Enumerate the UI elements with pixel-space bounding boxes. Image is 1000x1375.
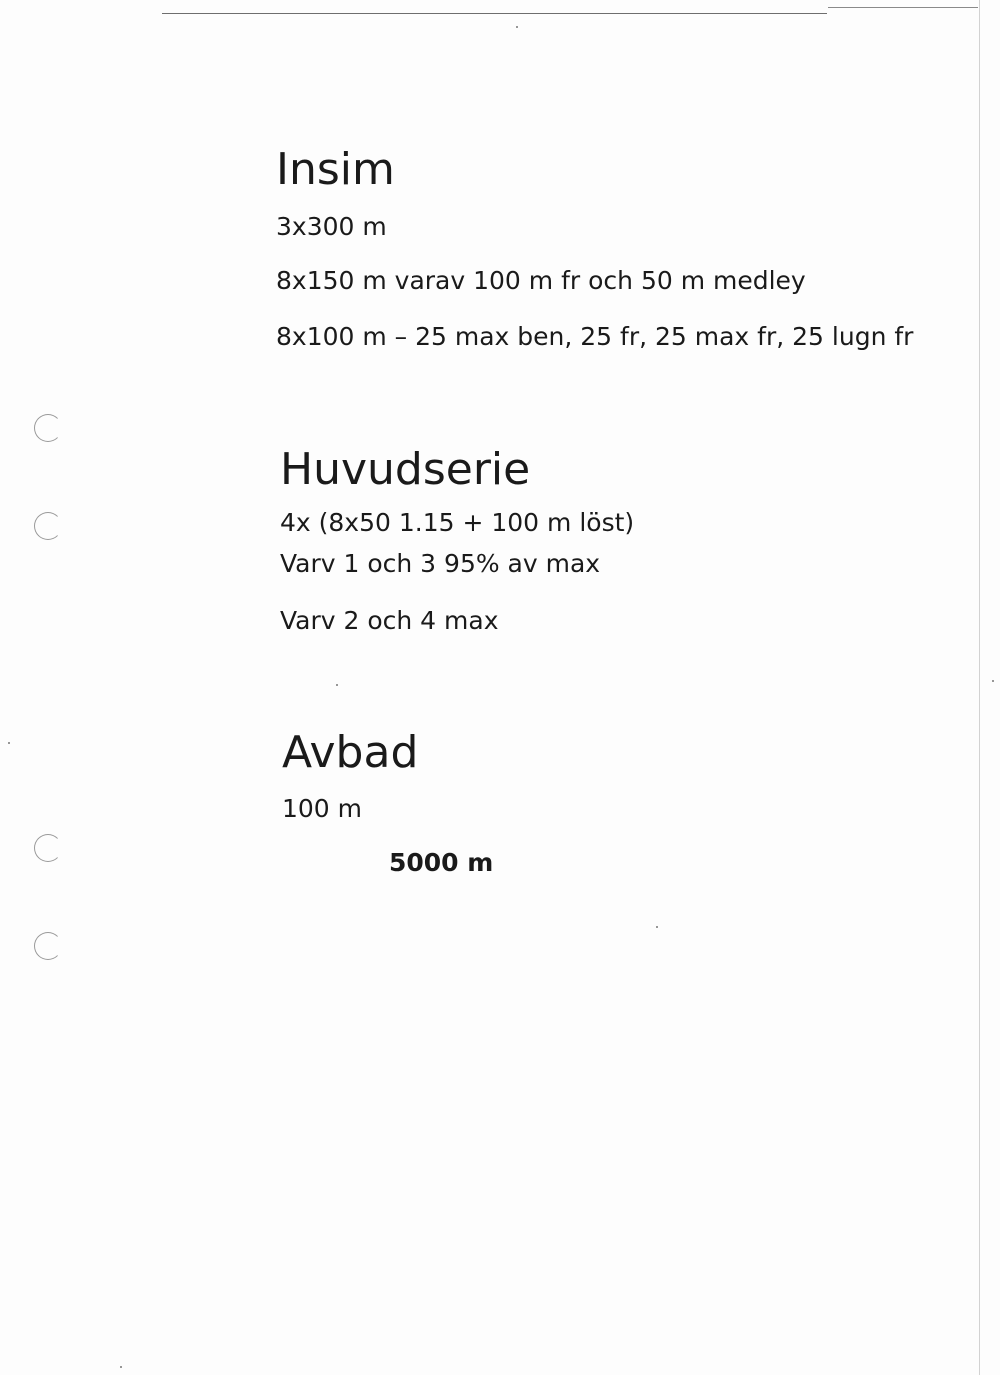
scan-speck xyxy=(656,926,658,928)
scan-speck xyxy=(8,742,10,744)
scan-speck xyxy=(336,684,338,686)
huvudserie-line-2: Varv 1 och 3 95% av max xyxy=(280,549,601,578)
punch-hole xyxy=(34,512,62,540)
huvudserie-line-1: 4x (8x50 1.15 + 100 m löst) xyxy=(280,508,635,537)
huvudserie-line-3: Varv 2 och 4 max xyxy=(280,606,499,635)
section-title-insim: Insim xyxy=(276,144,395,195)
punch-hole xyxy=(34,834,62,862)
avbad-line-1: 100 m xyxy=(282,794,363,823)
punch-hole xyxy=(34,414,62,442)
insim-line-3: 8x100 m – 25 max ben, 25 fr, 25 max fr, 25 lugn fr xyxy=(276,322,914,351)
top-rule-right xyxy=(828,7,978,8)
scan-speck xyxy=(516,26,518,28)
insim-line-1: 3x300 m xyxy=(276,212,387,241)
page-edge xyxy=(979,0,980,1375)
insim-line-2: 8x150 m varav 100 m fr och 50 m medley xyxy=(276,266,806,295)
scan-speck xyxy=(992,680,994,682)
top-rule xyxy=(162,13,827,14)
punch-hole xyxy=(34,932,62,960)
scan-speck xyxy=(120,1366,122,1368)
section-title-huvudserie: Huvudserie xyxy=(280,444,531,495)
section-title-avbad: Avbad xyxy=(282,727,419,778)
total-distance: 5000 m xyxy=(389,848,494,877)
